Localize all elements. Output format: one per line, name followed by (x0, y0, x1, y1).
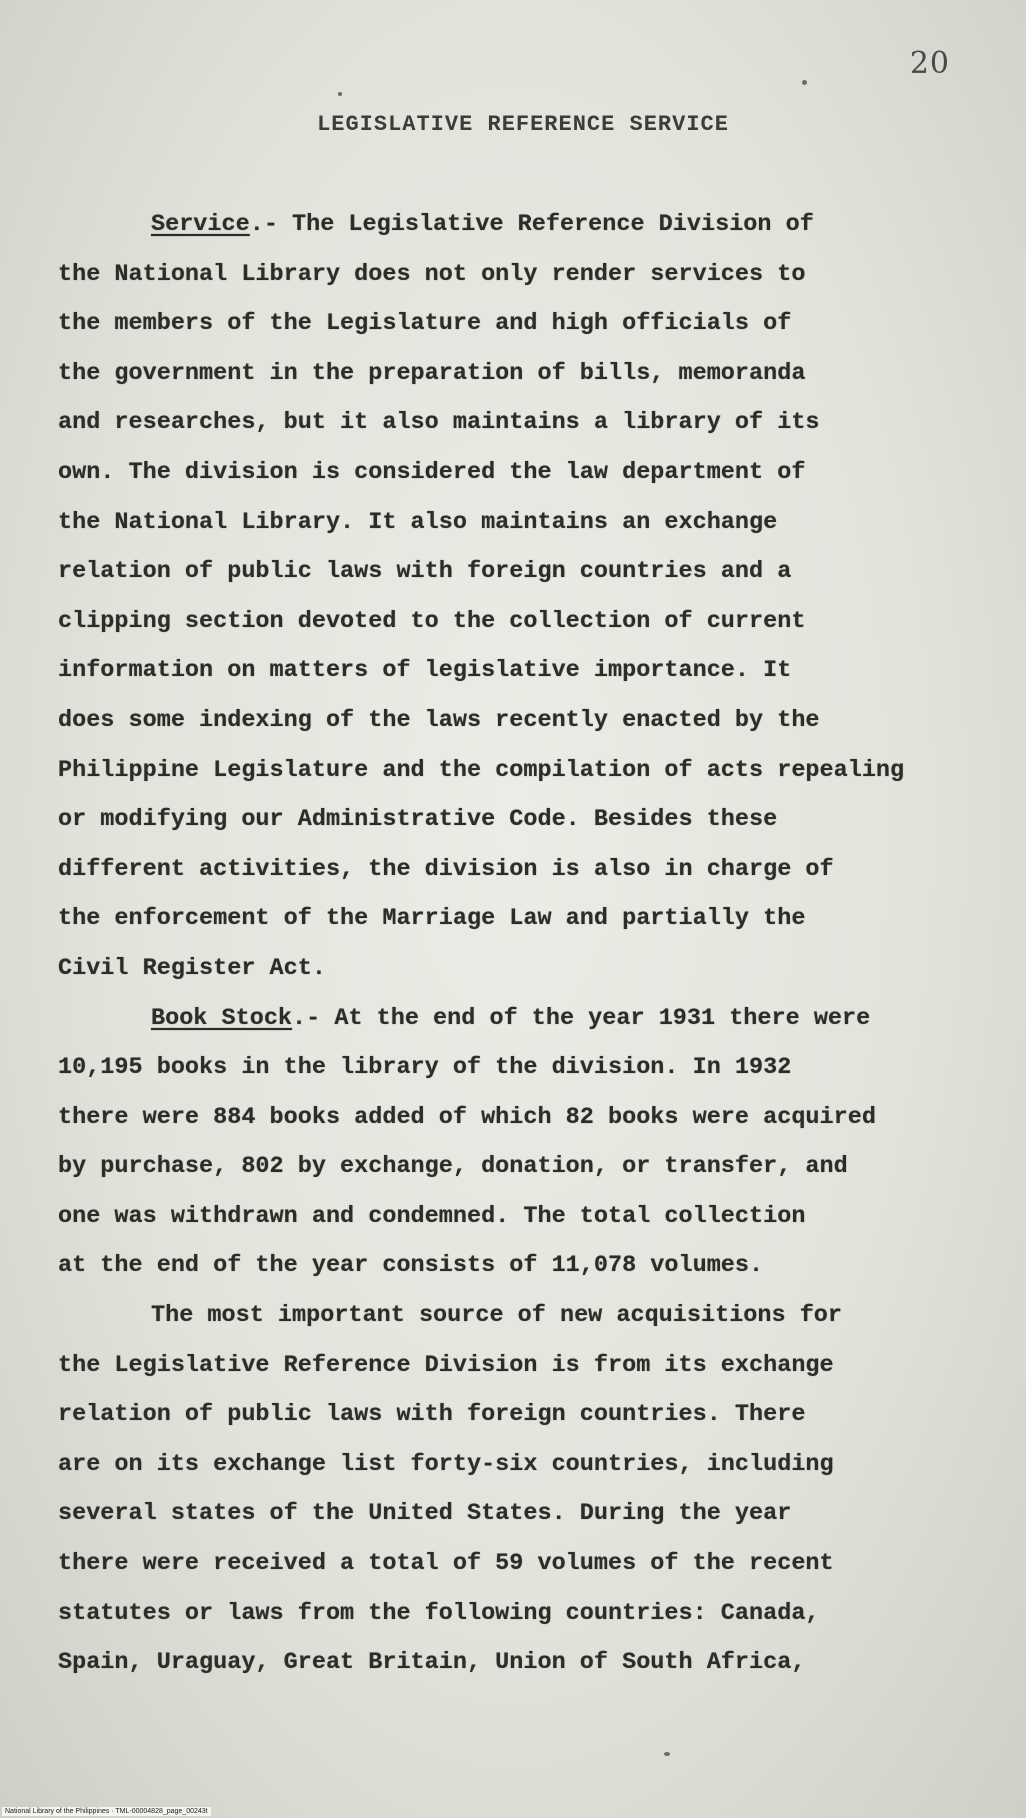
text-line: or modifying our Administrative Code. Besides these (58, 806, 778, 834)
text-line: Civil Register Act. (58, 954, 326, 982)
text-line: own. The division is considered the law department of (58, 458, 806, 486)
text-line: clipping section devoted to the collection of current (58, 607, 806, 635)
text-line: the National Library does not only render services to (58, 260, 806, 288)
archive-footer-stamp: National Library of the Philippines · TML-00004828_page_00243t (2, 1807, 211, 1816)
text-line: are on its exchange list forty-six countries, including (58, 1450, 834, 1478)
page-number: 20 (909, 46, 950, 81)
text-line: the enforcement of the Marriage Law and partially the (58, 905, 806, 933)
text-line: one was withdrawn and condemned. The total collection (58, 1202, 806, 1230)
document-body (58, 200, 1008, 1688)
text-line: several states of the United States. During the year (58, 1500, 792, 1528)
text-line (58, 994, 1008, 1044)
text-line: statutes or laws from the following countries: Canada, (58, 1599, 820, 1627)
text-line (58, 200, 1008, 250)
section-label-service: Service (151, 211, 250, 238)
text-line: 10,195 books in the library of the division. In 1932 (58, 1054, 792, 1082)
text-line: information on matters of legislative importance. It (58, 657, 792, 685)
text-line: there were received a total of 59 volumes of the recent (58, 1550, 834, 1578)
text-line: Philippine Legislature and the compilation of acts repealing (58, 756, 905, 784)
text-line: the National Library. It also maintains an exchange (58, 508, 778, 536)
document-heading: LEGISLATIVE REFERENCE SERVICE (317, 112, 729, 137)
text-line: relation of public laws with foreign countries. There (58, 1401, 806, 1429)
text-line: relation of public laws with foreign countries and a (58, 558, 792, 586)
text-line: The most important source of new acquisitions for (151, 1302, 843, 1330)
text-line-content: .- The Legislative Reference Division of (249, 211, 814, 238)
text-line: does some indexing of the laws recently enacted by the (58, 706, 820, 734)
paper-speck (802, 80, 807, 85)
paper-speck (338, 92, 342, 96)
section-label-book-stock: Book Stock (151, 1004, 293, 1032)
text-line: the Legislative Reference Division is from its exchange (58, 1351, 834, 1379)
text-line: there were 884 books added of which 82 books were acquired (58, 1103, 876, 1131)
text-line: at the end of the year consists of 11,078 volumes. (58, 1252, 764, 1280)
text-line: the government in the preparation of bills, memoranda (58, 359, 806, 387)
text-line-content: .- At the end of the year 1931 there were (292, 1004, 871, 1032)
text-line: Spain, Uraguay, Great Britain, Union of South Africa, (58, 1649, 806, 1677)
text-line: the members of the Legislature and high officials of (58, 310, 792, 338)
text-line: different activities, the division is also in charge of (58, 855, 834, 883)
text-line: by purchase, 802 by exchange, donation, or transfer, and (58, 1153, 848, 1181)
text-line: and researches, but it also maintains a library of its (58, 409, 820, 437)
paper-speck (664, 1752, 670, 1756)
